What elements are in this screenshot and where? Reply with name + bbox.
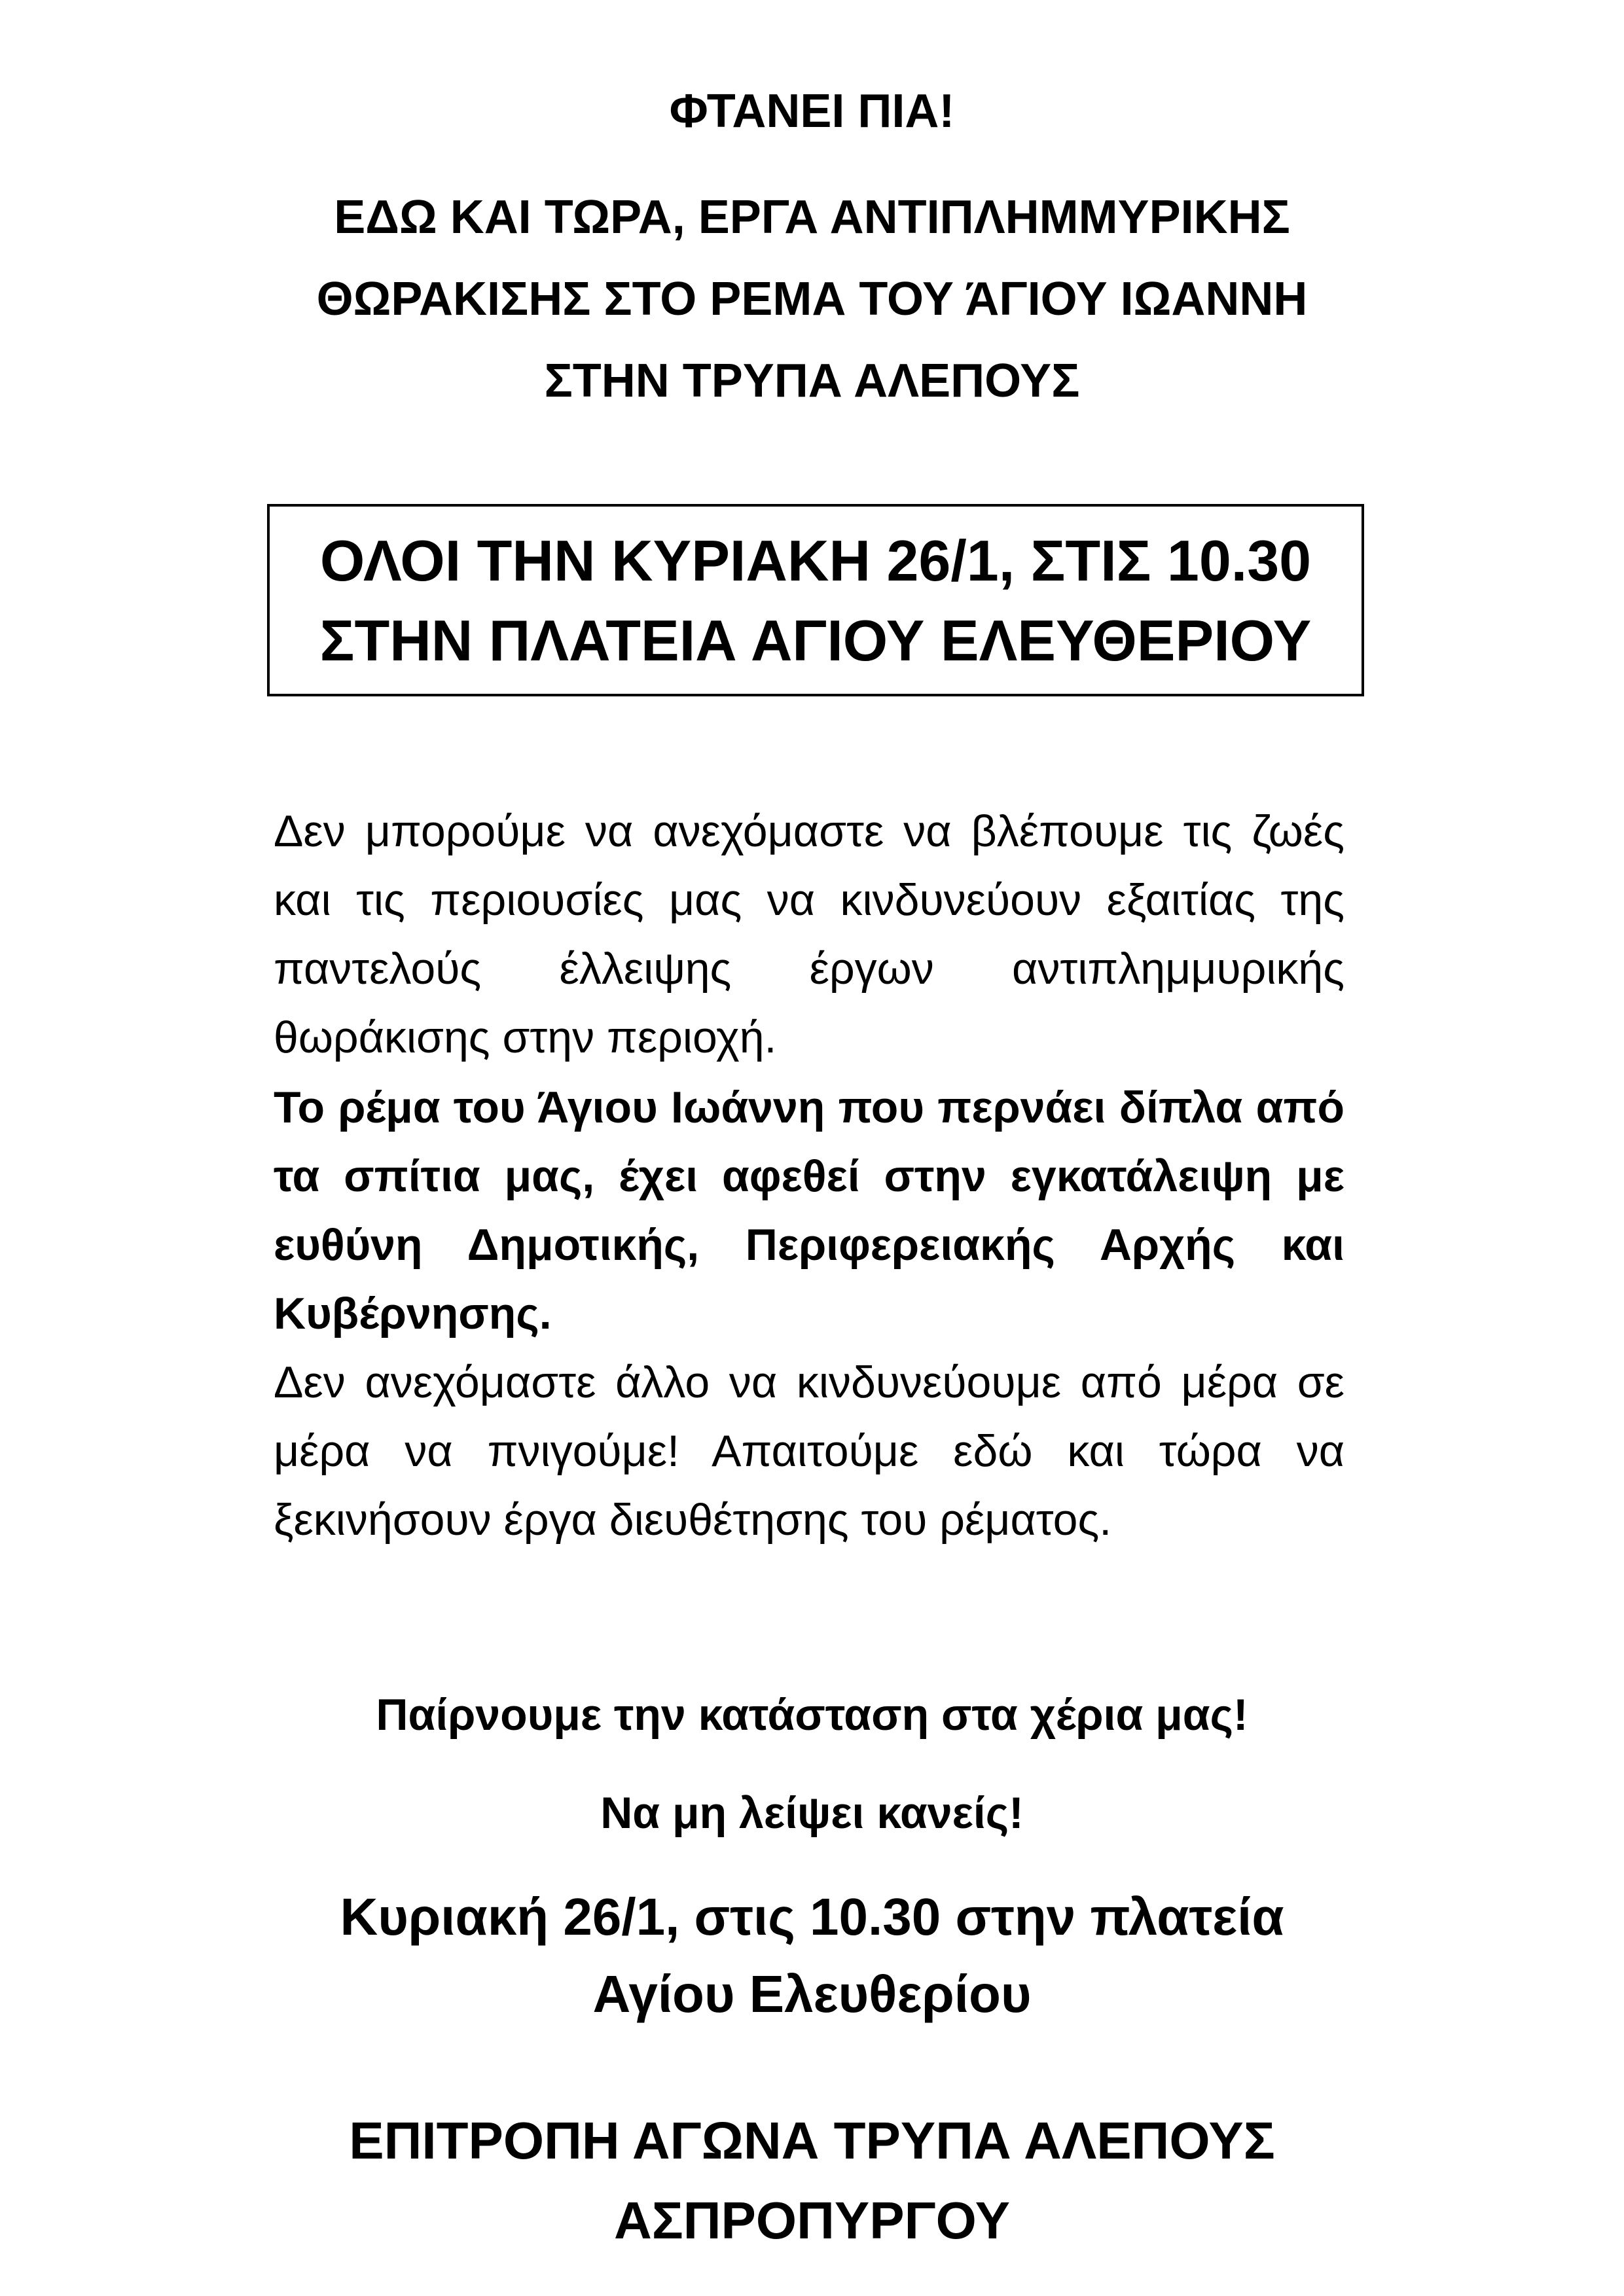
signature-block bbox=[0, 2101, 1624, 2261]
event-box-line-1: ΟΛΟΙ ΤΗΝ ΚΥΡΙΑΚΗ 26/1, ΣΤΙΣ 10.30 bbox=[319, 528, 1312, 593]
slogan-heading: ΦΤΑΝΕΙ ΠΙΑ! bbox=[669, 85, 955, 137]
paragraph-demand: Δεν ανεχόμαστε άλλο να κινδυνεύουμε από μέρα σε μέρα να πνιγούμε! Απαιτούμε εδώ και τώρα να ξεκινήσουν έργα διευθέτησης του ρέματος. bbox=[274, 1357, 1344, 1545]
meeting-details bbox=[0, 1878, 1624, 2033]
meeting-line-2: Αγίου Ελευθερίου bbox=[592, 1965, 1032, 2023]
signature-line-1: ΕΠΙΤΡΟΠΗ ΑΓΩΝΑ ΤΡΥΠΑ ΑΛΕΠΟΥΣ bbox=[349, 2111, 1275, 2170]
event-box bbox=[267, 504, 1364, 696]
signature-line-2: ΑΣΠΡΟΠΥΡΓΟΥ bbox=[613, 2191, 1011, 2250]
paragraph-risk: Δεν μπορούμε να ανεχόμαστε να βλέπουμε τις ζωές και τις περιουσίες μας να κινδυνεύουν εξαιτίας της παντελούς έλλειψης έργων αντιπλημμυρικής θωράκισης στην περιοχή. bbox=[274, 806, 1344, 1062]
meeting-line-1: Κυριακή 26/1, στις 10.30 στην πλατεία bbox=[340, 1888, 1284, 1946]
event-box-line-2: ΣΤΗΝ ΠΛΑΤΕΙΑ ΑΓΙΟΥ ΕΛΕΥΘΕΡΙΟΥ bbox=[319, 608, 1312, 673]
call-everyone-attend: Να μη λείψει κανείς! bbox=[600, 1788, 1024, 1838]
demand-text: ΕΔΩ ΚΑΙ ΤΩΡΑ, ΕΡΓΑ ΑΝΤΙΠΛΗΜΜΥΡΙΚΗΣ ΘΩΡΑΚΙΣΗΣ ΣΤΟ ΡΕΜΑ ΤΟΥ ΆΓΙΟΥ ΙΩΑΝΝΗ ΣΤΗΝ ΤΡΥΠΑ ΑΛΕΠΟΥΣ bbox=[316, 191, 1308, 407]
demand-heading bbox=[0, 177, 1624, 422]
paragraph-responsibility: Το ρέμα του Άγιου Ιωάννη που περνάει δίπλα από τα σπίτια μας, έχει αφεθεί στην εγκατάλειψη με ευθύνη Δημοτικής, Περιφερειακής Αρχής και Κυβέρνησης. bbox=[274, 1083, 1344, 1338]
call-take-action: Παίρνουμε την κατάσταση στα χέρια μας! bbox=[376, 1690, 1248, 1740]
